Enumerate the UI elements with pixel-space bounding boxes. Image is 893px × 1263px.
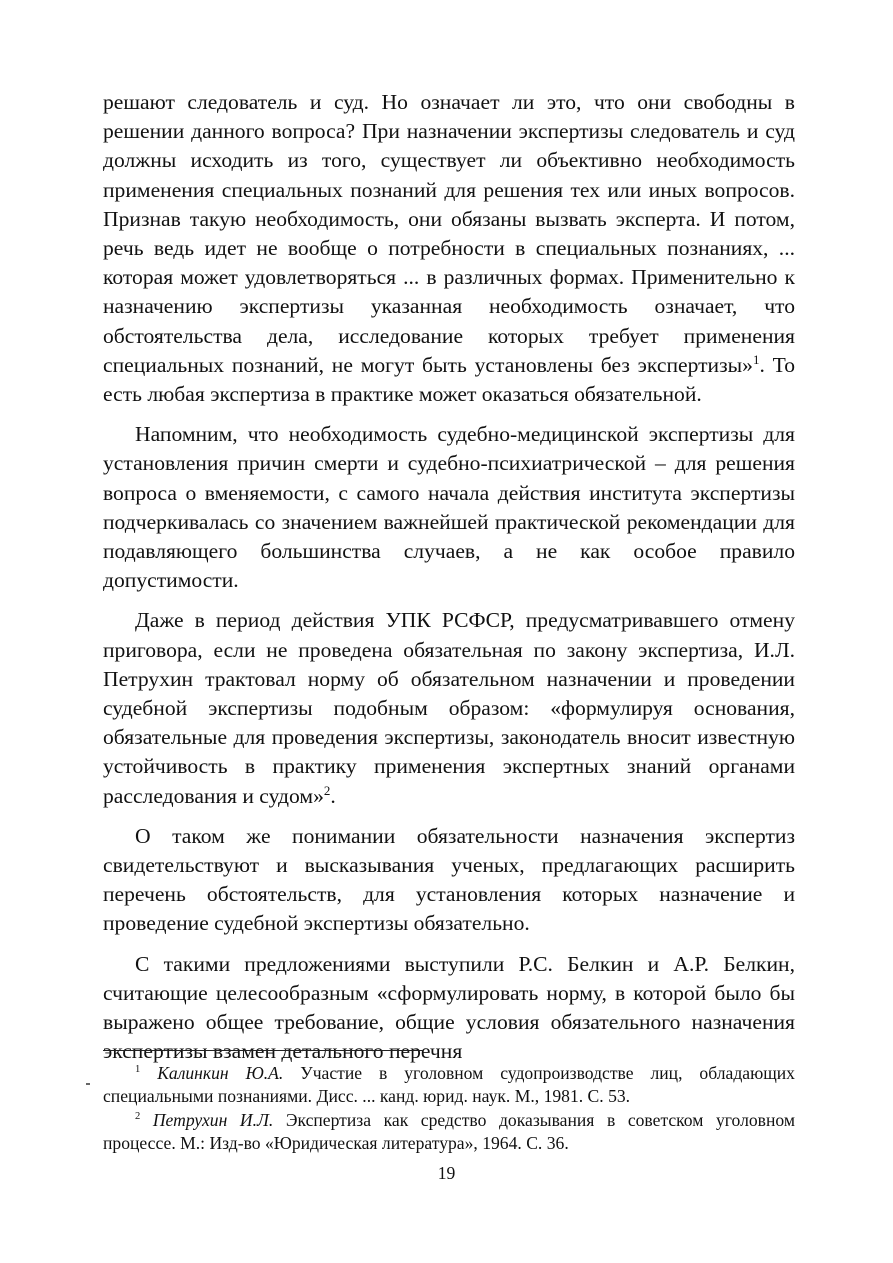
footnote-1-author: Калинкин Ю.А. <box>157 1063 284 1083</box>
paragraph-1-text: решают следователь и суд. Но означает ли это, что они свободны в решении данного вопроса? При назначении экспертизы следователь и суд должны исходить из того, существует ли объективно необходимость применения специальных познаний для решения тех или иных вопросов. Признав такую необходимость, они обязаны вызвать эксперта. И потом, речь ведь идет не вообще о потребности в специальных познаниях, ... которая может удовлетворяться ... в различных формах. Применительно к назначению экспертизы указанная необходимость означает, что обстоятельства дела, исследование которых требует применения специальных познаний, не могут быть установлены без экспертизы» <box>103 90 795 377</box>
footnotes <box>103 1062 795 1156</box>
paragraph-2-text: Напомним, что необходимость судебно-медицинской экспертизы для установления причин смерти и судебно-психиатрической – для решения вопроса о вменяемости, с самого начала действия института экспертизы подчеркивалась со значением важнейшей практической рекомендации для подавляющего большинства случаев, а не как особое правило допустимости. <box>103 422 795 593</box>
footnote-2-mark: 2 <box>135 1111 141 1123</box>
page-number: 19 <box>437 1163 456 1183</box>
main-text <box>103 88 795 1067</box>
footnote-2-author: Петрухин И.Л. <box>152 1110 274 1130</box>
footnote-ref-1[interactable]: 1 <box>752 351 760 367</box>
footnote-divider <box>103 1050 423 1051</box>
paragraph-5 <box>103 950 795 1067</box>
paragraph-4 <box>103 822 795 939</box>
paragraph-4-text: О таком же понимании обязательности назначения экспертиз свидетельствуют и высказывания ученых, предлагающих расширить перечень обстоятельств, для установления которых назначение и проведение судебной экспертизы обязательно. <box>103 823 795 936</box>
footnote-ref-2[interactable]: 2 <box>323 782 331 798</box>
page-body <box>103 88 795 1067</box>
footnote-1 <box>103 1062 795 1107</box>
paragraph-3-text: Даже в период действия УПК РСФСР, предусматривавшего отмену приговора, если не проведена обязательная по закону экспертиза, И.Л. Петрухин трактовал норму об обязательном назначении и проведении судебной экспертизы подобным образом: «формулируя основания, обязательные для проведения экспертизы, законодатель вносит известную устойчивость в практику применения экспертных знаний органами расследования и судом» <box>103 608 795 808</box>
scan-speck <box>86 1083 90 1085</box>
footnote-1-text: Участие в уголовном судопроизводстве лиц, обладающих специальными познаниями. Дисс. ... канд. юрид. наук. М., 1981. С. 53. <box>103 1063 795 1106</box>
paragraph-1-tail: . То есть любая экспертиза в практике может оказаться обязательной. <box>103 352 795 407</box>
footnote-2 <box>103 1109 795 1154</box>
footnote-1-mark: 1 <box>135 1064 141 1076</box>
paragraph-3 <box>103 606 795 810</box>
paragraph-1 <box>103 88 795 409</box>
paragraph-3-tail: . <box>330 783 336 808</box>
paragraph-2 <box>103 420 795 595</box>
footnote-2-text: Экспертиза как средство доказывания в советском уголовном процессе. М.: Изд-во «Юридическая литература», 1964. С. 36. <box>103 1110 795 1153</box>
paragraph-5-text: С такими предложениями выступили Р.С. Белкин и А.Р. Белкин, считающие целесообразным «сформулировать норму, в которой было бы выражено общее требование, общие условия обязательного назначения экспертизы взамен детального перечня <box>103 951 795 1064</box>
